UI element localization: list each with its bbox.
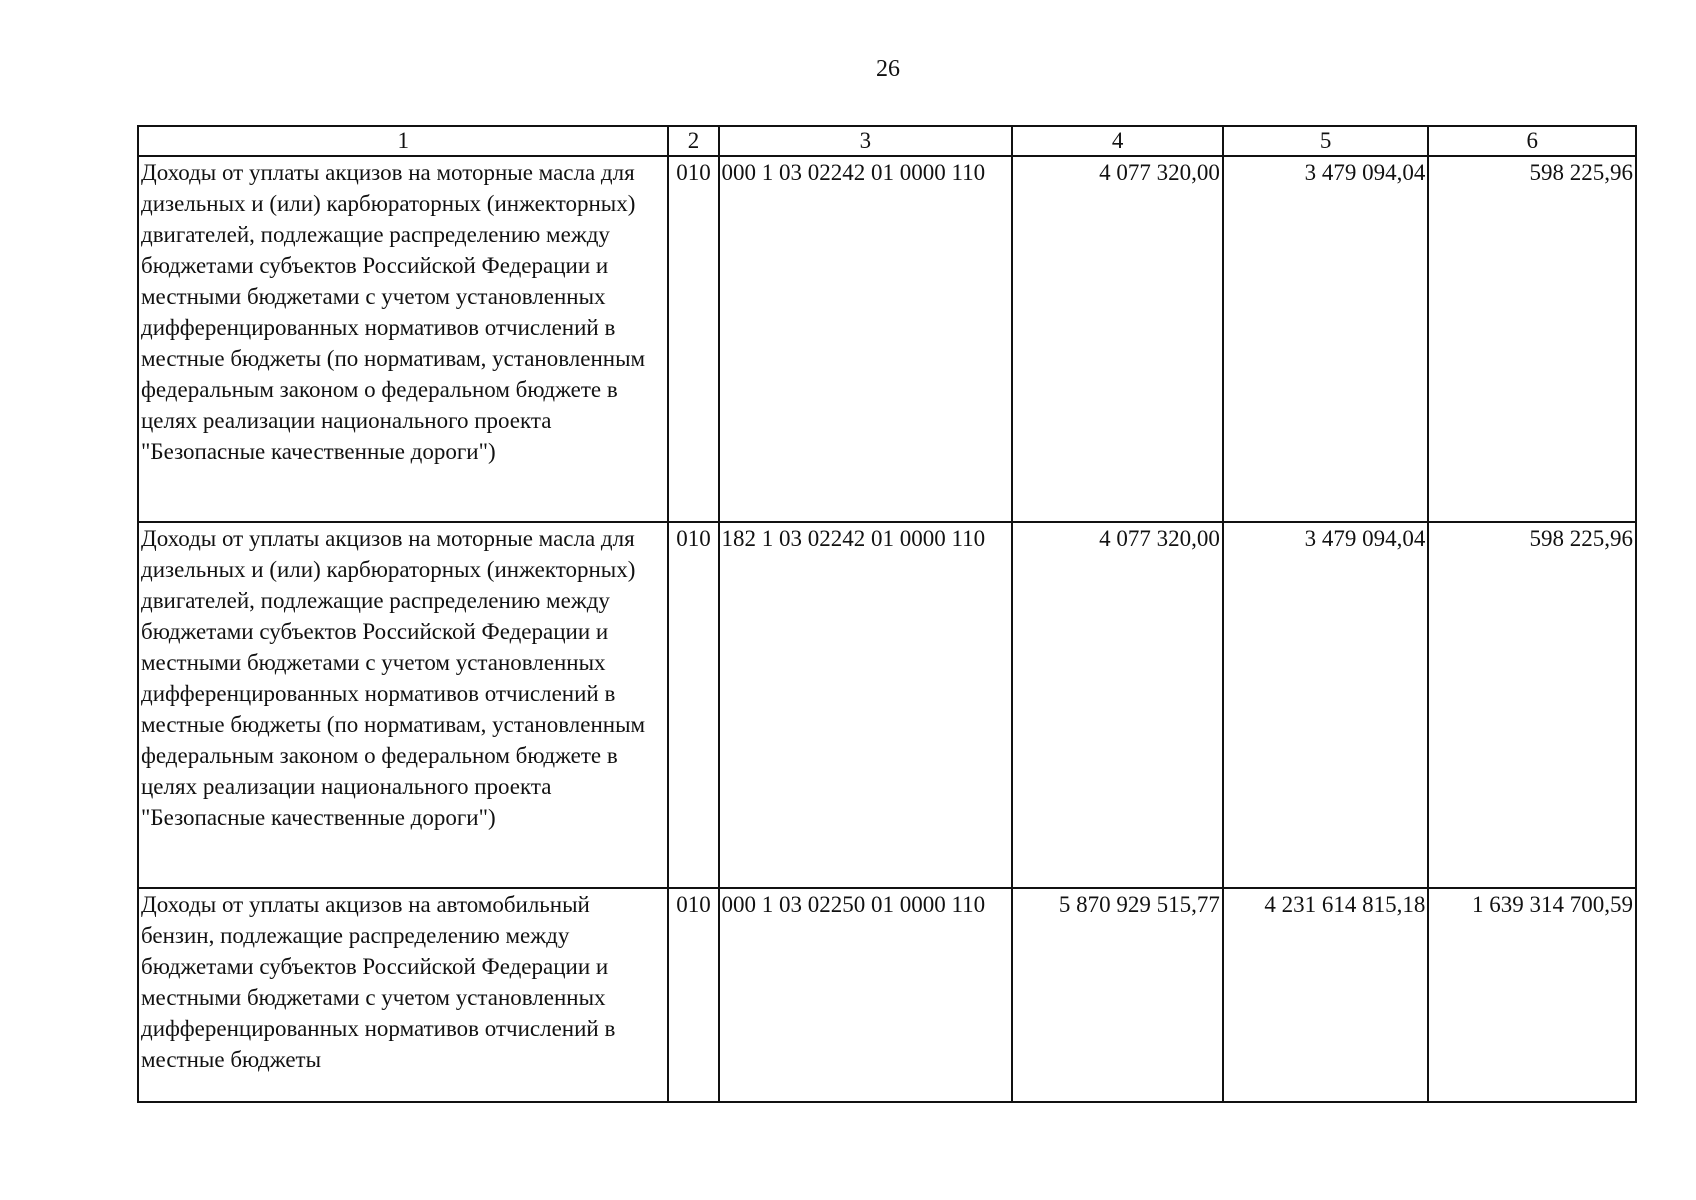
- column-header: 5: [1223, 126, 1429, 156]
- line-code: 010: [668, 156, 718, 522]
- table-row: [138, 156, 1636, 522]
- unexecuted-amount: 598 225,96: [1428, 522, 1636, 888]
- budget-classification-code: 182 1 03 02242 01 0000 110: [719, 522, 1013, 888]
- table-header-row: [138, 126, 1636, 156]
- budget-classification-code: 000 1 03 02242 01 0000 110: [719, 156, 1013, 522]
- unexecuted-amount: 598 225,96: [1428, 156, 1636, 522]
- column-header: 2: [668, 126, 718, 156]
- executed-amount: 3 479 094,04: [1223, 522, 1429, 888]
- row-description: Доходы от уплаты акцизов на автомобильный бензин, подлежащие распределению между бюджетами субъектов Российской Федерации и местными бюджетами с учетом установленных дифференцированных нормативов отчислений в местные бюджеты: [138, 888, 668, 1102]
- column-header: 4: [1012, 126, 1223, 156]
- table-row: [138, 522, 1636, 888]
- table-row: [138, 888, 1636, 1102]
- executed-amount: 3 479 094,04: [1223, 156, 1429, 522]
- line-code: 010: [668, 522, 718, 888]
- column-header: 6: [1428, 126, 1636, 156]
- unexecuted-amount: 1 639 314 700,59: [1428, 888, 1636, 1102]
- column-header: 1: [138, 126, 668, 156]
- line-code: 010: [668, 888, 718, 1102]
- row-description: Доходы от уплаты акцизов на моторные масла для дизельных и (или) карбюраторных (инжекторных) двигателей, подлежащие распределению между бюджетами субъектов Российской Федерации и местными бюджетами с учетом установленных дифференцированных нормативов отчислений в местные бюджеты (по нормативам, установленным федеральным законом о федеральном бюджете в целях реализации национального проекта "Безопасные качественные дороги"): [138, 156, 668, 522]
- row-description: Доходы от уплаты акцизов на моторные масла для дизельных и (или) карбюраторных (инжекторных) двигателей, подлежащие распределению между бюджетами субъектов Российской Федерации и местными бюджетами с учетом установленных дифференцированных нормативов отчислений в местные бюджеты (по нормативам, установленным федеральным законом о федеральном бюджете в целях реализации национального проекта "Безопасные качественные дороги"): [138, 522, 668, 888]
- approved-amount: 4 077 320,00: [1012, 156, 1223, 522]
- column-header: 3: [719, 126, 1013, 156]
- approved-amount: 4 077 320,00: [1012, 522, 1223, 888]
- approved-amount: 5 870 929 515,77: [1012, 888, 1223, 1102]
- executed-amount: 4 231 614 815,18: [1223, 888, 1429, 1102]
- page-number: 26: [876, 56, 900, 82]
- budget-table: [137, 125, 1637, 1103]
- budget-classification-code: 000 1 03 02250 01 0000 110: [719, 888, 1013, 1102]
